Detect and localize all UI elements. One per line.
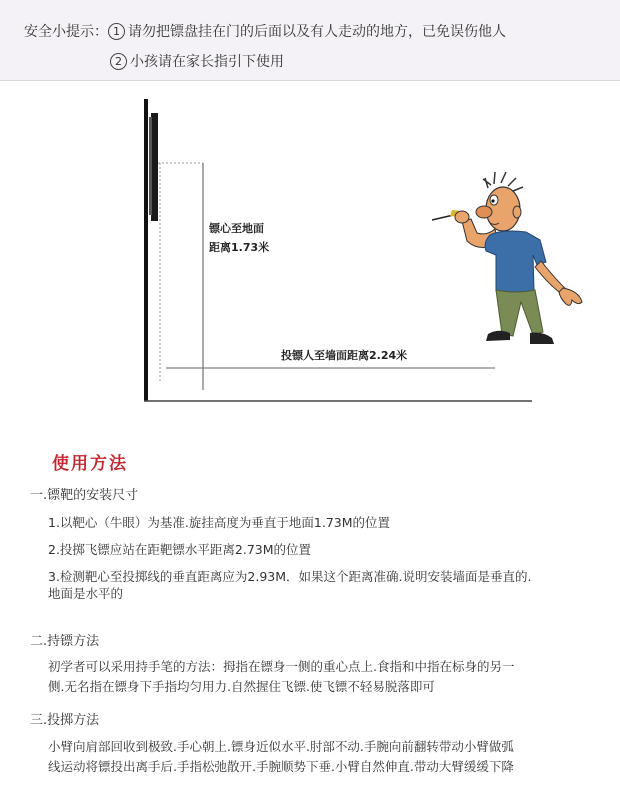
blue-shirt xyxy=(485,231,546,294)
throw-distance-label: 投镖人至墙面距离2.24米 xyxy=(281,349,408,362)
safety-tip-2-text: 小孩请在家长指引下使用 xyxy=(130,54,284,70)
throwing-hand xyxy=(455,211,469,223)
nose xyxy=(476,206,492,218)
safety-tip-2 xyxy=(110,51,284,71)
section-1-heading: 一.镖靶的安装尺寸 xyxy=(30,488,139,503)
left-shoe xyxy=(486,331,510,341)
dart-thrower-figure xyxy=(432,172,582,344)
safety-tip-1-text: 请勿把镖盘挂在门的后面以及有人走动的地方，已免误伤他人 xyxy=(128,24,506,40)
number-2-icon: 2 xyxy=(110,53,127,70)
section-3-heading: 三.投掷方法 xyxy=(30,713,100,728)
section-3-line-1: 小臂向肩部回收到极致.手心朝上.镖身近似水平.肘部不动.手腕向前翻转带动小臂做弧 xyxy=(48,739,514,754)
free-hand xyxy=(559,288,582,305)
safety-tips-panel xyxy=(0,0,620,81)
wall-line xyxy=(144,99,148,401)
installation-diagram xyxy=(0,85,620,425)
green-pants xyxy=(496,290,543,336)
safety-tip-1 xyxy=(24,21,506,41)
section-1-item-1: 1.以靶心（牛眼）为基准.旋挂高度为垂直于地面1.73M的位置 xyxy=(48,515,391,530)
section-2-line-1: 初学者可以采用持手笔的方法：拇指在镖身一侧的重心点上.食指和中指在标身的另一 xyxy=(48,659,515,674)
section-2-heading: 二.持镖方法 xyxy=(30,634,100,649)
bull-height-label-1: 镖心至地面 xyxy=(209,222,264,235)
dartboard-side-icon xyxy=(151,113,158,221)
right-shoe xyxy=(530,333,554,344)
usage-title: 使用方法 xyxy=(52,454,128,474)
number-1-icon: 1 xyxy=(108,23,125,40)
section-3-line-2: 线运动将镖投出离手后.手指松弛散开.手腕顺势下垂.小臂自然伸直.带动大臂缓缓下降 xyxy=(48,759,514,774)
section-1-item-3-line-2: 地面是水平的 xyxy=(48,586,124,601)
safety-tips-prefix: 安全小提示： xyxy=(24,24,108,40)
section-1-item-3-line-1: 3.检测靶心至投掷线的垂直距离应为2.93M．如果这个距离准确.说明安装墙面是垂直的. xyxy=(48,569,532,584)
section-1-item-2: 2.投掷飞镖应站在距靶镖水平距离2.73M的位置 xyxy=(48,542,312,557)
section-2-line-2: 侧.无名指在镖身下手指均匀用力.自然握住飞镖.使飞镖不轻易脱落即可 xyxy=(48,679,435,694)
bull-height-label-2: 距离1.73米 xyxy=(209,241,270,254)
